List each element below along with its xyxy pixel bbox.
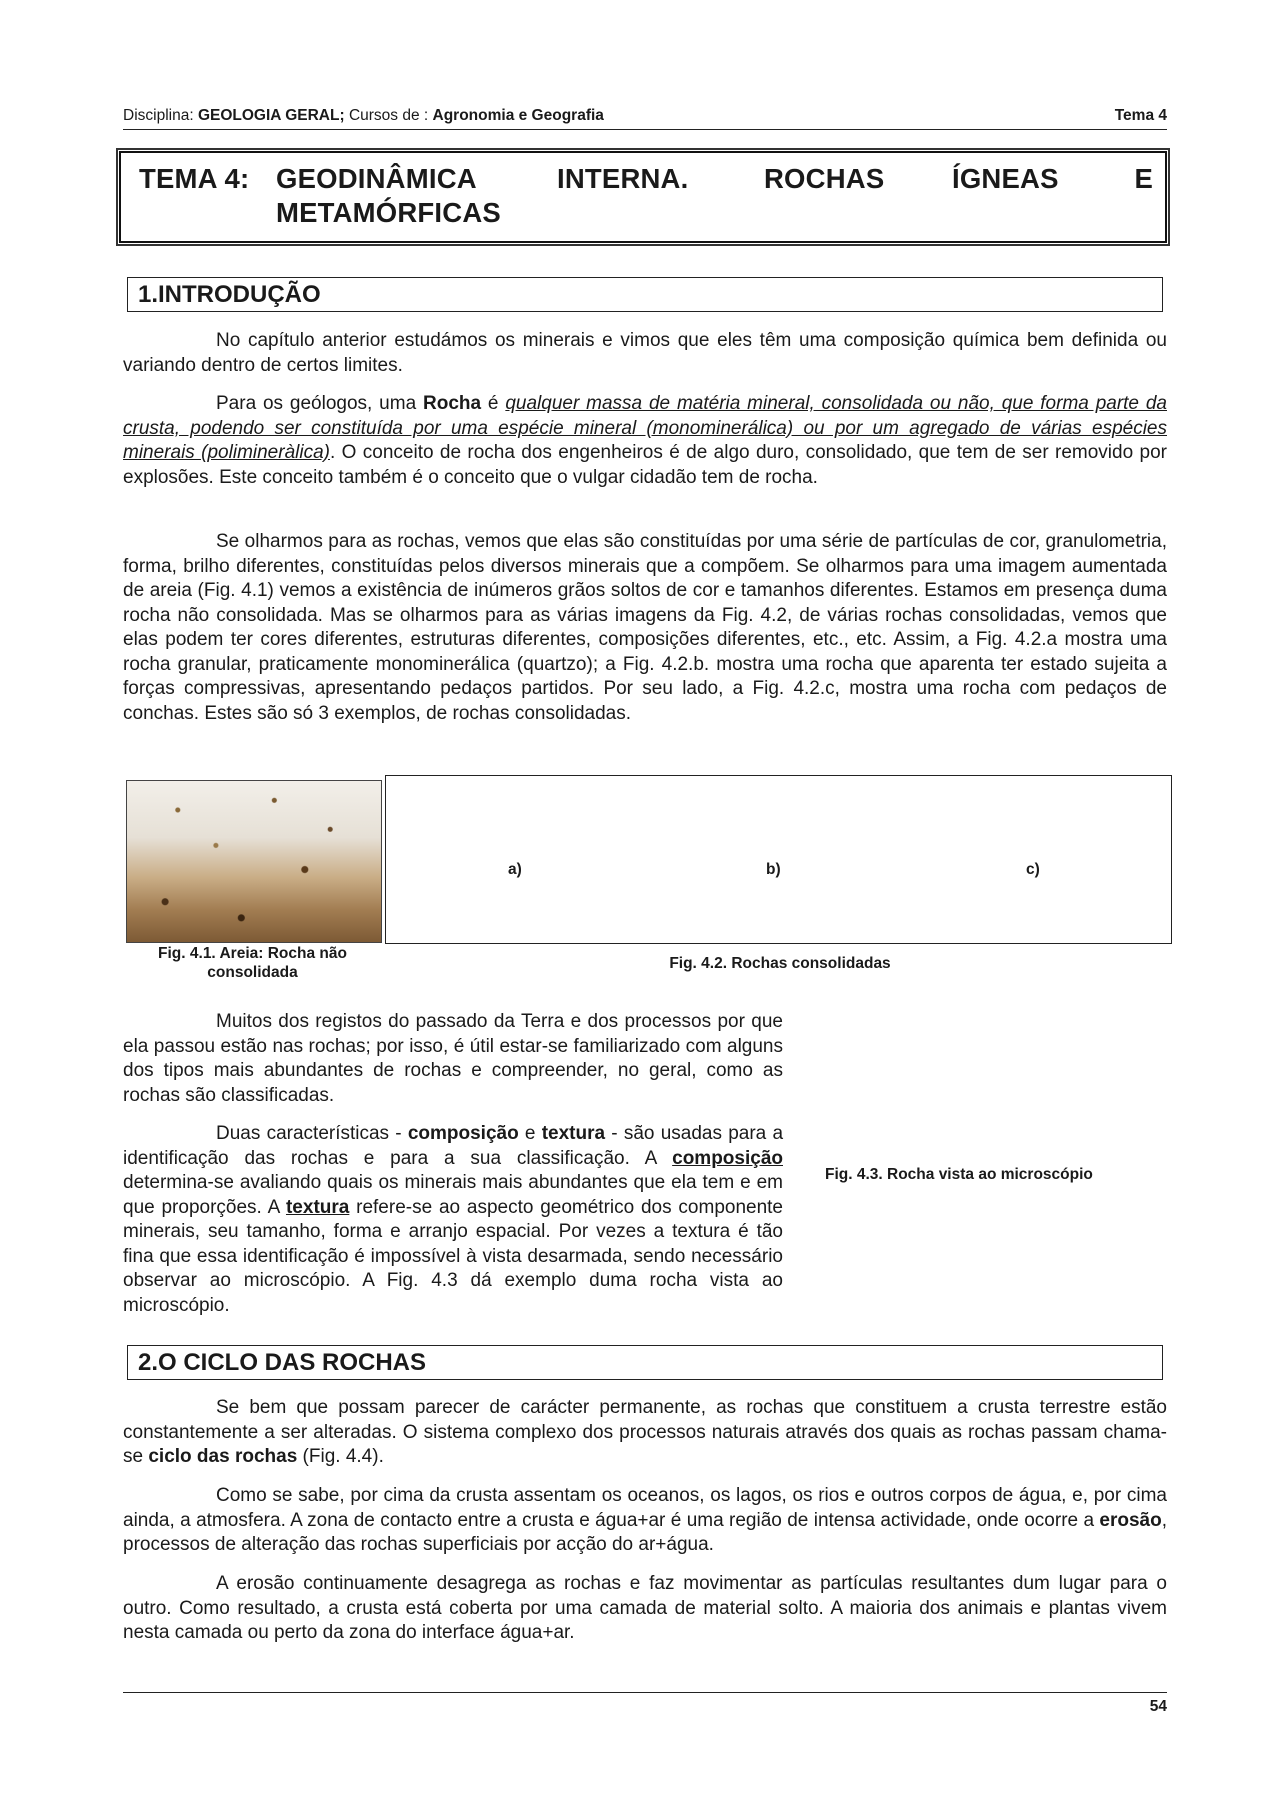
page-number: 54	[1149, 1698, 1167, 1715]
header-theme: Tema 4	[1114, 107, 1167, 124]
title-line2: METAMÓRFICAS	[276, 197, 501, 228]
paragraph: A erosão continuamente desagrega as rochas e faz movimentar as partículas resultantes dum lugar para o outro. Como resultado, a crusta está coberta por uma camada de material solto. A maioria dos animais e plantas vivem nesta camada ou perto da zona do interface água+ar.	[123, 1573, 1167, 1643]
figure-4-2-box	[385, 775, 1172, 944]
header-discipline: Disciplina: GEOLOGIA GERAL; Cursos de : Agronomia e Geografia	[123, 107, 604, 124]
title-part: ÍGNEAS	[952, 163, 1059, 194]
figure-label-b: b)	[766, 861, 781, 878]
title-part: E	[1134, 163, 1153, 194]
paragraph: Se bem que possam parecer de carácter permanente, as rochas que constituem a crusta terrestre estão constantemente a ser alteradas. O sistema complexo dos processos naturais através dos quais as rochas passam chama-se ciclo das rochas (Fig. 4.4).	[123, 1397, 1167, 1467]
paragraph-rock-definition: Para os geólogos, uma Rocha é qualquer massa de matéria mineral, consolidada ou não, que forma parte da crusta, podendo ser constituída por uma espécie mineral (monominerálica) ou por um agregado de várias espécies minerais (polimineràlica). O conceito de rocha dos engenheiros é de algo duro, consolidado, que tem de ser removido por explosões. Este conceito também é o conceito que o vulgar cidadão tem de rocha.	[123, 393, 1167, 488]
figure-label-c: c)	[1026, 861, 1040, 878]
page-header	[123, 107, 1167, 130]
title-part: GEODINÂMICA	[276, 163, 477, 194]
section-heading-introducao: 1.INTRODUÇÃO	[127, 277, 1163, 312]
figure-4-1-caption: Fig. 4.1. Areia: Rocha não consolidada	[158, 945, 347, 981]
paragraph: Como se sabe, por cima da crusta assentam os oceanos, os lagos, os rios e outros corpos de água, e, por cima ainda, a atmosfera. A zona de contacto entre a crusta e água+ar é uma região de intensa actividade, onde ocorre a erosão, processos de alteração das rochas superficiais por acção do ar+água.	[123, 1485, 1167, 1555]
figure-4-2-caption: Fig. 4.2. Rochas consolidadas	[669, 955, 891, 972]
title-part: TEMA 4:	[139, 163, 250, 194]
sand-image	[126, 780, 382, 943]
paragraph: Se olharmos para as rochas, vemos que elas são constituídas por uma série de partículas de cor, granulometria, forma, brilho diferentes, constituídas pelos diversos minerais que a compõem. Se olharmos para uma imagem aumentada de areia (Fig. 4.1) vemos a existência de inúmeros grãos soltos de cor e tamanhos diferentes. Estamos em presença duma rocha não consolidada. Mas se olharmos para as várias imagens da Fig. 4.2, de várias rochas consolidadas, vemos que elas podem ter cores diferentes, estruturas diferentes, composições diferentes, etc., etc. Assim, a Fig. 4.2.a mostra uma rocha granular, praticamente monominerálica (quartzo); a Fig. 4.2.b. mostra uma rocha que aparenta ter estado sujeita a forças compressivas, apresentando pedaços partidos. Por seu lado, a Fig. 4.2.c, mostra uma rocha com pedaços de conchas. Estes são só 3 exemplos, de rochas consolidadas.	[123, 531, 1167, 724]
title-part: INTERNA.	[557, 163, 689, 194]
footer-rule	[123, 1692, 1167, 1693]
figure-label-a: a)	[508, 861, 522, 878]
figure-4-3-caption: Fig. 4.3. Rocha vista ao microscópio	[825, 1166, 1093, 1183]
section-heading-ciclo-das-rochas: 2.O CICLO DAS ROCHAS	[127, 1345, 1163, 1380]
paragraph-composition-texture: Duas características - composição e textura - são usadas para a identificação das rochas e para a sua classificação. A composição determina-se avaliando quais os minerais mais abundantes que ela tem e em que proporções. A textura refere-se ao aspecto geométrico dos componente minerais, seu tamanho, forma e arranjo espacial. Por vezes a textura é tão fina que essa identificação é impossível à vista desarmada, sendo necessário observar ao microscópio. A Fig. 4.3 dá exemplo duma rocha vista ao microscópio.	[123, 1123, 784, 1316]
paragraph: No capítulo anterior estudámos os minerais e vimos que eles têm uma composição química bem definida ou variando dentro de certos limites.	[123, 330, 1167, 376]
title-box	[119, 151, 1167, 243]
title-part: ROCHAS	[764, 163, 885, 194]
paragraph: Muitos dos registos do passado da Terra e dos processos por que ela passou estão nas rochas; por isso, é útil estar-se familiarizado com alguns dos tipos mais abundantes de rochas e compreender, no geral, como as rochas são classificadas.	[123, 1011, 783, 1106]
